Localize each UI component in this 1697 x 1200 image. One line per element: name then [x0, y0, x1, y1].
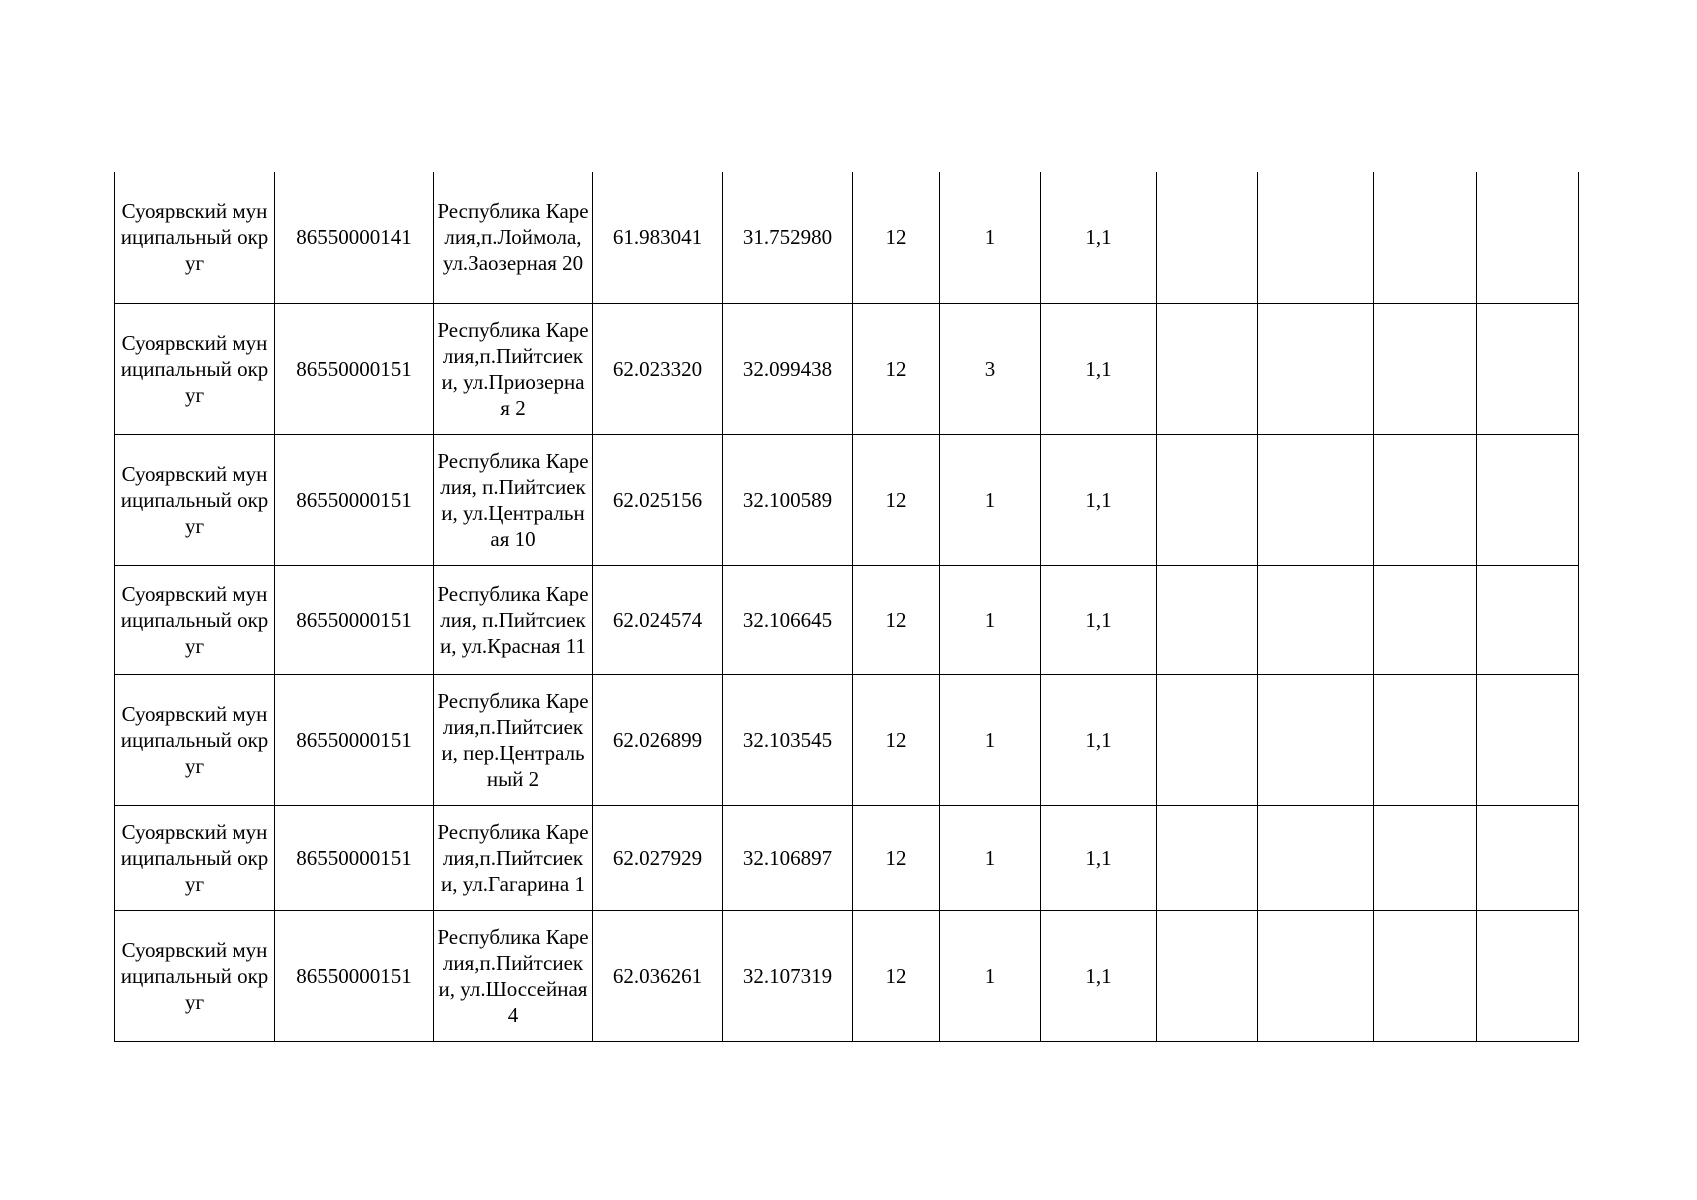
table-row	[115, 910, 1579, 1041]
empty-cell	[1258, 910, 1374, 1041]
empty-cell	[1374, 910, 1477, 1041]
oktmo-code-cell: 86550000151	[275, 434, 434, 565]
empty-cell	[1477, 172, 1579, 303]
address-cell: Республика Карелия,п.Пийтсиеки, ул.Гагарина 1	[434, 805, 593, 910]
column-6-cell: 12	[853, 172, 940, 303]
empty-cell	[1477, 434, 1579, 565]
empty-cell	[1477, 674, 1579, 805]
district-cell: Суоярвский муниципальный округ	[115, 303, 275, 434]
empty-cell	[1157, 674, 1258, 805]
address-cell: Республика Карелия, п.Пийтсиеки, ул.Центральная 10	[434, 434, 593, 565]
column-8-cell: 1,1	[1041, 674, 1157, 805]
table-row	[115, 805, 1579, 910]
column-6-cell: 12	[853, 805, 940, 910]
empty-cell	[1477, 805, 1579, 910]
empty-cell	[1258, 434, 1374, 565]
empty-cell	[1477, 303, 1579, 434]
empty-cell	[1374, 303, 1477, 434]
latitude-cell: 62.036261	[593, 910, 723, 1041]
empty-cell	[1374, 434, 1477, 565]
column-8-cell: 1,1	[1041, 565, 1157, 674]
column-7-cell: 3	[940, 303, 1041, 434]
column-8-cell: 1,1	[1041, 172, 1157, 303]
longitude-cell: 32.099438	[723, 303, 853, 434]
longitude-cell: 32.106645	[723, 565, 853, 674]
empty-cell	[1477, 565, 1579, 674]
latitude-cell: 62.024574	[593, 565, 723, 674]
column-6-cell: 12	[853, 565, 940, 674]
district-cell: Суоярвский муниципальный округ	[115, 172, 275, 303]
empty-cell	[1157, 565, 1258, 674]
empty-cell	[1157, 303, 1258, 434]
column-6-cell: 12	[853, 303, 940, 434]
empty-cell	[1258, 172, 1374, 303]
column-6-cell: 12	[853, 910, 940, 1041]
latitude-cell: 61.983041	[593, 172, 723, 303]
latitude-cell: 62.027929	[593, 805, 723, 910]
address-cell: Республика Карелия,п.Лоймола, ул.Заозерная 20	[434, 172, 593, 303]
column-8-cell: 1,1	[1041, 303, 1157, 434]
column-7-cell: 1	[940, 910, 1041, 1041]
table-row	[115, 172, 1579, 303]
column-7-cell: 1	[940, 565, 1041, 674]
latitude-cell: 62.023320	[593, 303, 723, 434]
empty-cell	[1477, 910, 1579, 1041]
empty-cell	[1258, 565, 1374, 674]
column-7-cell: 1	[940, 434, 1041, 565]
table-row	[115, 434, 1579, 565]
district-cell: Суоярвский муниципальный округ	[115, 910, 275, 1041]
oktmo-code-cell: 86550000151	[275, 565, 434, 674]
column-7-cell: 1	[940, 172, 1041, 303]
address-cell: Республика Карелия, п.Пийтсиеки, ул.Красная 11	[434, 565, 593, 674]
latitude-cell: 62.026899	[593, 674, 723, 805]
oktmo-code-cell: 86550000151	[275, 303, 434, 434]
district-cell: Суоярвский муниципальный округ	[115, 434, 275, 565]
latitude-cell: 62.025156	[593, 434, 723, 565]
oktmo-code-cell: 86550000141	[275, 172, 434, 303]
district-cell: Суоярвский муниципальный округ	[115, 805, 275, 910]
empty-cell	[1157, 805, 1258, 910]
data-table	[114, 172, 1579, 1042]
empty-cell	[1258, 303, 1374, 434]
address-cell: Республика Карелия,п.Пийтсиеки, пер.Центральный 2	[434, 674, 593, 805]
longitude-cell: 32.103545	[723, 674, 853, 805]
longitude-cell: 31.752980	[723, 172, 853, 303]
column-7-cell: 1	[940, 805, 1041, 910]
empty-cell	[1258, 805, 1374, 910]
address-cell: Республика Карелия,п.Пийтсиеки, ул.Шоссейная 4	[434, 910, 593, 1041]
empty-cell	[1374, 172, 1477, 303]
empty-cell	[1258, 674, 1374, 805]
column-8-cell: 1,1	[1041, 434, 1157, 565]
longitude-cell: 32.100589	[723, 434, 853, 565]
column-6-cell: 12	[853, 434, 940, 565]
district-cell: Суоярвский муниципальный округ	[115, 674, 275, 805]
empty-cell	[1374, 565, 1477, 674]
empty-cell	[1157, 910, 1258, 1041]
table-row	[115, 674, 1579, 805]
empty-cell	[1157, 172, 1258, 303]
oktmo-code-cell: 86550000151	[275, 910, 434, 1041]
longitude-cell: 32.106897	[723, 805, 853, 910]
oktmo-code-cell: 86550000151	[275, 805, 434, 910]
address-cell: Республика Карелия,п.Пийтсиеки, ул.Приозерная 2	[434, 303, 593, 434]
column-7-cell: 1	[940, 674, 1041, 805]
column-6-cell: 12	[853, 674, 940, 805]
empty-cell	[1374, 805, 1477, 910]
table-row	[115, 565, 1579, 674]
empty-cell	[1374, 674, 1477, 805]
column-8-cell: 1,1	[1041, 910, 1157, 1041]
column-8-cell: 1,1	[1041, 805, 1157, 910]
oktmo-code-cell: 86550000151	[275, 674, 434, 805]
empty-cell	[1157, 434, 1258, 565]
table-row	[115, 303, 1579, 434]
longitude-cell: 32.107319	[723, 910, 853, 1041]
district-cell: Суоярвский муниципальный округ	[115, 565, 275, 674]
